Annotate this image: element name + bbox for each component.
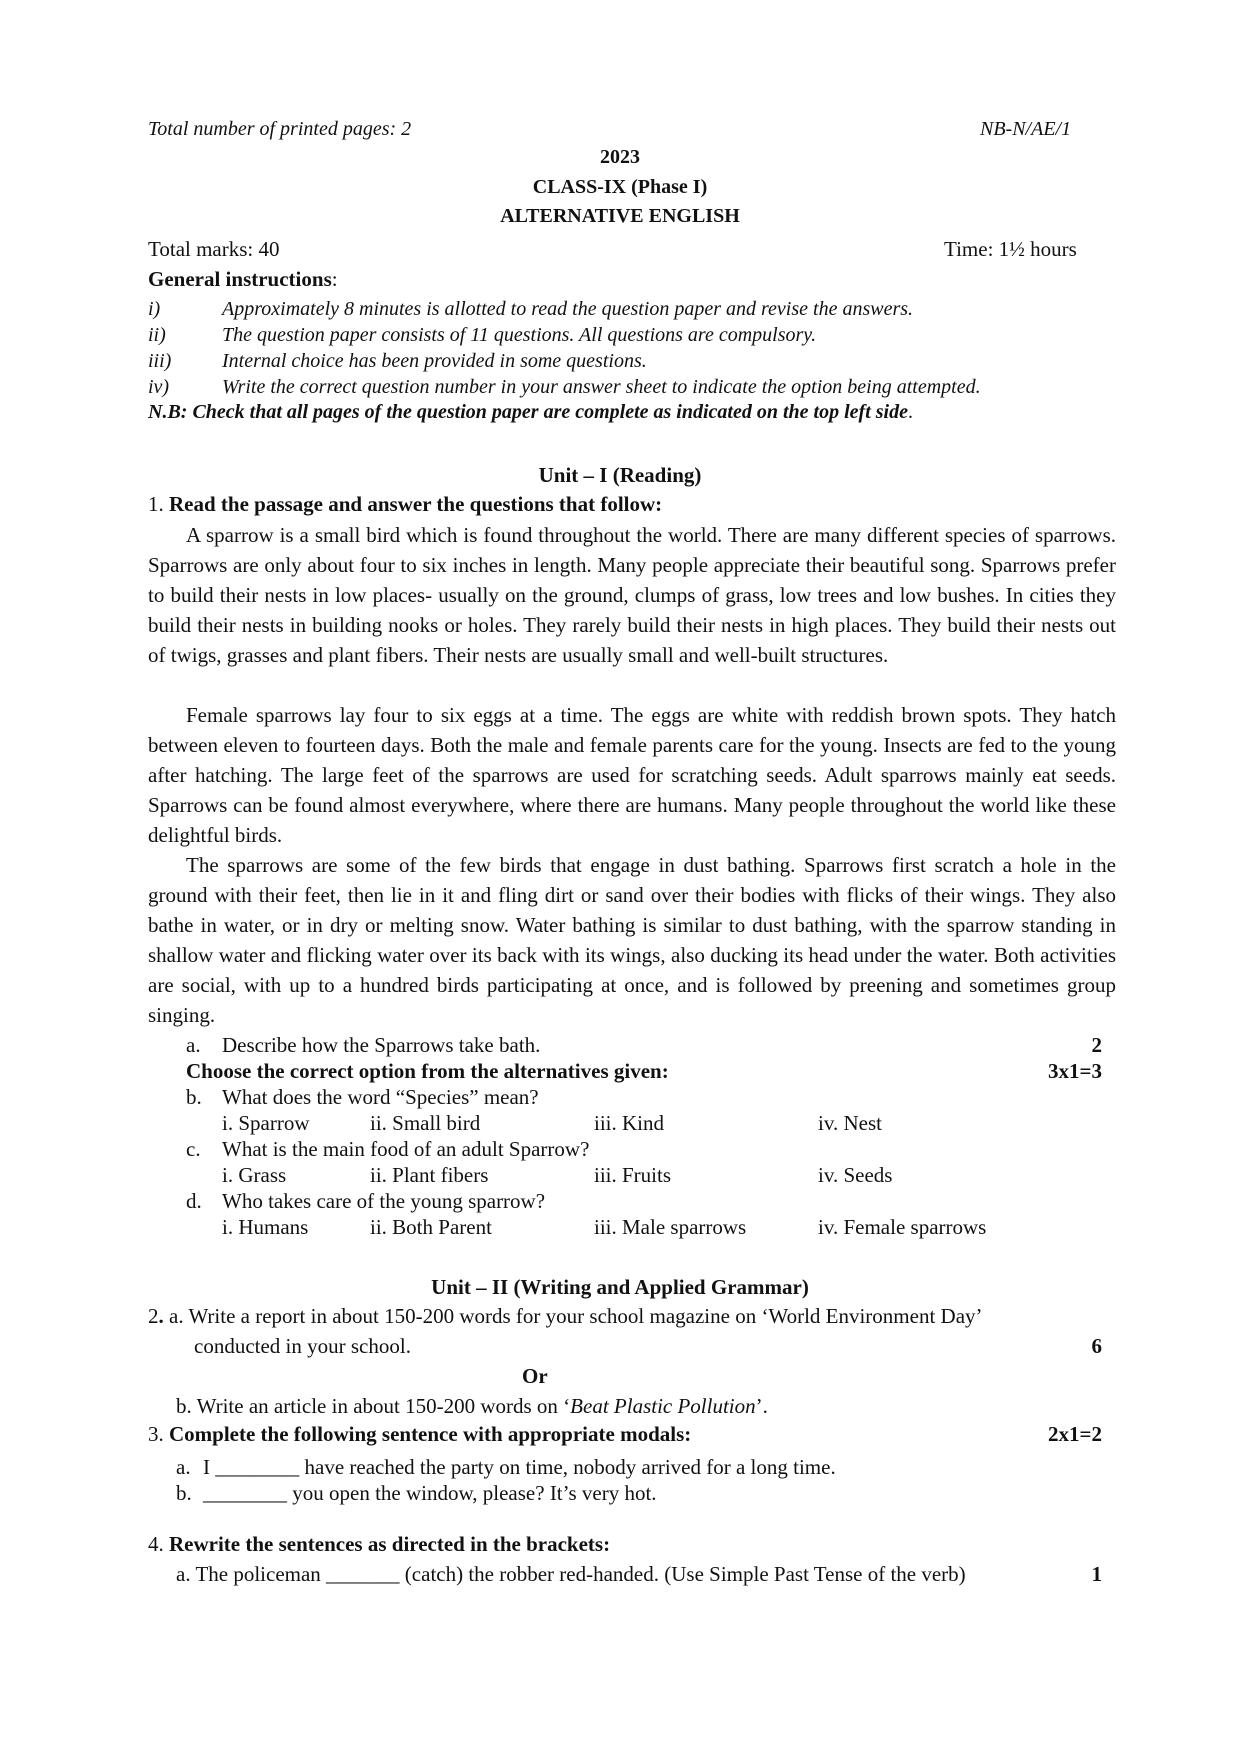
unit-2-title: Unit – II (Writing and Applied Grammar) [431,1275,809,1299]
mcq-marks: 3x1=3 [1048,1059,1102,1083]
mcq-question [186,1137,589,1162]
question-3b [176,1481,657,1506]
instruction-number: ii) [148,324,166,346]
passage-paragraph-3: The sparrows are some of the few birds that engage in dust bathing. Sparrows first scratch a hole in the ground with their feet, then lie in it and fling dirt or sand over their bodies with flicks of their wings. They also bathe in water, or in dry or melting snow. Water bathing is similar to dust bathing, with the sparrow standing in shallow water and flicking water over its back with its wings, also ducking its head under the water. Both activities are social, with up to a hundred birds participating at once, and is followed by preening and sometimes group singing. [148,853,1116,1027]
general-instructions-heading [148,267,338,292]
instruction-text: Write the correct question number in your answer sheet to indicate the option being attempted. [222,376,981,398]
pages-note: Total number of printed pages: 2 [148,118,412,140]
mcq-option: ii. Plant fibers [370,1163,489,1187]
unit-1-title: Unit – I (Reading) [538,463,702,487]
mcq-option: ii. Small bird [370,1111,481,1135]
question-2a [148,1304,983,1329]
question-4a-marks: 1 [1091,1562,1102,1586]
question-3-heading [148,1422,691,1447]
question-number: 3. [148,1422,169,1446]
paper-code: NB-N/AE/1 [980,118,1072,140]
question-4a: a. The policeman _______ (catch) the robber red-handed. (Use Simple Past Tense of the verb) [176,1562,966,1586]
instruction-text: Approximately 8 minutes is allotted to read the question paper and revise the answers. [222,298,914,320]
question-1-heading [148,492,662,517]
question-heading-text: Rewrite the sentences as directed in the brackets: [169,1532,611,1556]
instructions-colon: : [331,267,338,291]
mcq-question [186,1189,545,1214]
question-text: What is the main food of an adult Sparrow? [222,1137,590,1161]
mcq-option: iii. Kind [594,1111,665,1135]
instruction-number: iii) [148,350,172,372]
question-label: b. [186,1085,202,1109]
mcq-option: i. Sparrow [222,1111,310,1135]
instruction-text: Internal choice has been provided in some questions. [222,350,647,372]
mcq-option: i. Humans [222,1215,309,1239]
mcq-option: iv. Female sparrows [818,1215,987,1239]
article-topic: Beat Plastic Pollution [570,1394,756,1418]
mcq-option: iii. Fruits [594,1163,672,1187]
mcq-option: ii. Both Parent [370,1215,492,1239]
question-text: Describe how the Sparrows take bath. [222,1033,541,1057]
nb-note-end: . [907,401,913,423]
question-4-heading [148,1532,610,1557]
question-text: b. Write an article in about 150-200 words on ‘ [176,1394,571,1418]
question-label: a. [186,1033,201,1057]
question-3-marks: 2x1=2 [1048,1422,1102,1446]
total-marks: Total marks: 40 [148,237,280,261]
question-2a-continued: conducted in your school. [194,1334,411,1358]
question-text: a. Write a report in about 150-200 words for your school magazine on ‘World Environment Day’ [163,1304,983,1328]
question-text: Who takes care of the young sparrow? [222,1189,546,1213]
subject-title: ALTERNATIVE ENGLISH [500,205,740,227]
question-1a-marks: 2 [1091,1033,1102,1057]
mcq-question [186,1085,539,1110]
question-2b [176,1394,768,1419]
instructions-heading-text: General instructions [148,267,332,291]
class-title: CLASS-IX (Phase I) [532,176,708,198]
mcq-option: iv. Seeds [818,1163,893,1187]
question-text: ________ you open the window, please? It’s very hot. [203,1481,657,1505]
passage-paragraph-2: Female sparrows lay four to six eggs at a time. The eggs are white with reddish brown spots. They hatch between eleven to fourteen days. Both the male and female parents care for the young. Insects are fed to the young after hatching. The large feet of the sparrows are used for scratching seeds. Adult sparrows mainly eat seeds. Sparrows can be found almost everywhere, where there are humans. Many people throughout the world like these delightful birds. [148,703,1116,847]
question-number: 1. [148,492,169,516]
question-label: c. [186,1137,201,1161]
question-1a [186,1033,540,1058]
question-number: 2 [148,1304,159,1328]
mcq-option: i. Grass [222,1163,287,1187]
mcq-option: iii. Male sparrows [594,1215,747,1239]
mcq-option: iv. Nest [818,1111,882,1135]
question-heading-text: Complete the following sentence with appropriate modals: [169,1422,692,1446]
question-text: I ________ have reached the party on time, nobody arrived for a long time. [203,1455,836,1479]
question-label: b. [176,1481,192,1505]
question-number: 4. [148,1532,169,1556]
mcq-heading: Choose the correct option from the alternatives given: [186,1059,669,1083]
instruction-text: The question paper consists of 11 questions. All questions are compulsory. [222,324,817,346]
question-3a [176,1455,836,1480]
instruction-number: iv) [148,376,170,398]
question-label: a. [176,1455,191,1479]
question-text-end: ’. [755,1394,768,1418]
question-text: What does the word “Species” mean? [222,1085,539,1109]
nb-note [148,401,913,424]
question-label: d. [186,1189,202,1213]
question-heading-text: Read the passage and answer the questions that follow: [169,492,663,516]
or-divider: Or [522,1364,548,1388]
time-allowed: Time: 1½ hours [944,237,1077,261]
nb-note-text: N.B: Check that all pages of the question paper are complete as indicated on the top left side [148,401,908,423]
instruction-number: i) [148,298,161,320]
question-2-marks: 6 [1091,1334,1102,1358]
exam-year: 2023 [600,146,640,168]
passage-paragraph-1: A sparrow is a small bird which is found throughout the world. There are many different species of sparrows. Sparrows are only about four to six inches in length. Many people appreciate their beautiful song. Sparrows prefer to build their nests in low places- usually on the ground, clumps of grass, low trees and low bushes. In cities they build their nests in building nooks or holes. They rarely build their nests in high places. They build their nests out of twigs, grasses and plant fibers. Their nests are usually small and well-built structures. [148,523,1116,667]
question-number-dot: . [158,1304,164,1328]
